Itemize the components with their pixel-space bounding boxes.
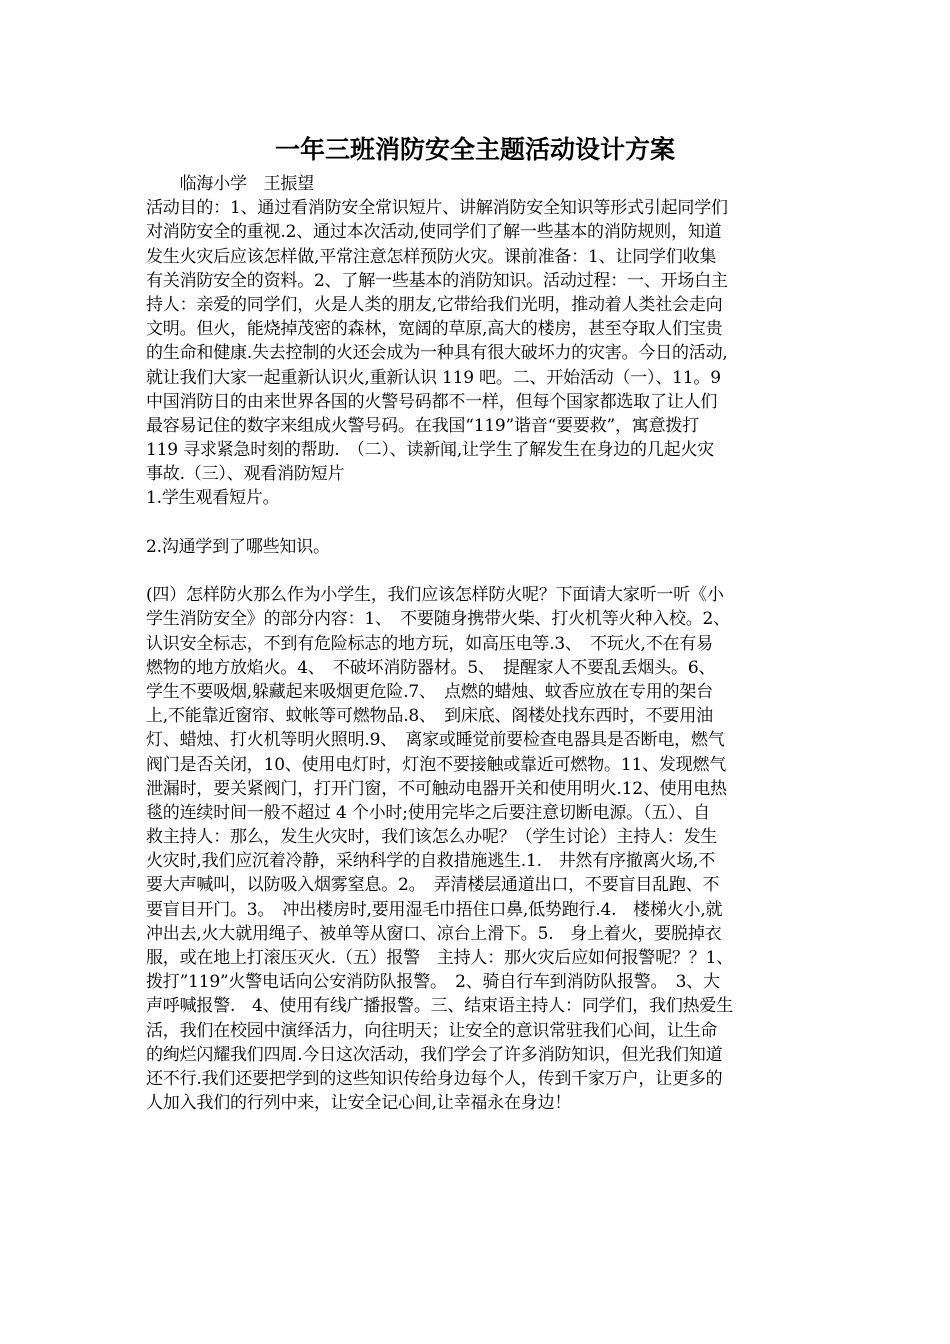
text-line: 学生不要吸烟,躲藏起来吸烟更危险.7、 点燃的蜡烛、蚊香应放在专用的架台 [146, 681, 713, 702]
text-line: 要盲目开门。3。 冲出楼房时,要用湿毛巾捂住口鼻,低势跑行.4. 楼梯火小,就 [146, 899, 723, 920]
text-line: 中国消防日的由来世界各国的火警号码都不一样，但每个国家都选取了让人们 [146, 391, 718, 412]
document-title: 一年三班消防安全主题活动设计方案 [274, 135, 675, 164]
text-line: 灯、蜡烛、打火机等明火照明.9、 离家或睡觉前要检查电器具是否断电，燃气 [146, 730, 725, 751]
text-line: 还不行.我们还要把学到的这些知识传给身边每个人，传到千家万户，让更多的 [146, 1068, 723, 1089]
text-line: 的绚烂闪耀我们四周.今日这次活动，我们学会了许多消防知识，但光我们知道 [146, 1044, 723, 1065]
text-line: 人加入我们的行列中来，让安全记心间,让幸福永在身边！ [146, 1093, 572, 1114]
document-body [146, 172, 818, 1115]
text-line: 事故.（三）、观看消防短片 [146, 464, 345, 485]
text-line: 发生火灾后应该怎样做,平常注意怎样预防火灾。课前准备：1、让同学们收集 [146, 246, 717, 267]
text-line: 燃物的地方放焰火。4、 不破坏消防器材。5、 提醒家人不要乱丢烟头。6、 [146, 657, 716, 678]
text-line: 的生命和健康.失去控制的火还会成为一种具有很大破坏力的灾害。今日的活动, [146, 343, 728, 364]
text-line: 火灾时,我们应沉着冷静，采纳科学的自救措施逃生.1. 井然有序撤离火场,不 [146, 851, 716, 872]
text-line: 认识安全标志，不到有危险标志的地方玩，如高压电等.3、 不玩火,不在有易 [146, 633, 713, 654]
text-line: 1.学生观看短片。 [146, 488, 280, 509]
text-line: 声呼喊报警. 4、使用有线广播报警。三、结束语主持人：同学们，我们热爱生 [146, 996, 734, 1017]
text-line: 学生消防安全》的部分内容：1、 不要随身携带火柴、打火机等火种入校。2、 [146, 609, 730, 630]
text-line: 就让我们大家一起重新认识火,重新认识 119 吧。二、开始活动（一）、11。9 [146, 367, 721, 388]
text-line: 要大声喊叫，以防吸入烟雾窒息。2。 弄清楼层通道出口，不要盲目乱跑、不 [146, 875, 720, 896]
text-line: 救主持人：那么，发生火灾时，我们该怎么办呢？（学生讨论）主持人：发生 [146, 827, 718, 848]
text-line: 毯的连续时间一般不超过 4 个小时;使用完毕之后要注意切断电源。（五）、自 [146, 802, 710, 823]
text-line: 119 寻求紧急时刻的帮助. （二）、读新闻,让学生了解发生在身边的几起火灾 [146, 440, 715, 461]
text-line: 有关消防安全的资料。2、了解一些基本的消防知识。活动过程：一、开场白主 [146, 270, 728, 291]
text-line: 活，我们在校园中演绎活力，向往明天；让安全的意识常驻我们心间，让生命 [146, 1020, 718, 1041]
blank-line [146, 559, 818, 583]
text-line: 持人：亲爱的同学们，火是人类的朋友,它带给我们光明，推动着人类社会走向 [146, 294, 723, 315]
text-line: 活动目的：1、通过看消防安全常识短片、讲解消防安全知识等形式引起同学们 [146, 198, 728, 219]
text-line: 服，或在地上打滚压灭火.（五）报警 主持人：那火灾后应如何报警呢？？1、 [146, 948, 734, 968]
text-line: 文明。但火，能烧掉茂密的森林，宽阔的草原,高大的楼房，甚至夺取人们宝贵 [146, 319, 723, 340]
text-line: 上,不能靠近窗帘、蚊帐等可燃物品.8、 到床底、阁楼处找东西时，不要用油 [146, 706, 713, 727]
text-line: 泄漏时，要关紧阀门，打开门窗，不可触动电器开关和使用明火.12、使用电热 [146, 778, 727, 799]
text-line: 对消防安全的重视.2、通过本次活动,使同学们了解一些基本的消防规则，知道 [146, 222, 722, 243]
blank-line [146, 511, 818, 535]
text-line: (四）怎样防火那么作为小学生，我们应该怎样防火呢？下面请大家听一听《小 [146, 585, 724, 606]
text-line: 冲出去,火大就用绳子、被单等从窗口、凉台上滑下。5. 身上着火，要脱掉衣 [146, 923, 722, 944]
text-line: 最容易记住的数字来组成火警号码。在我国“119”谐音“要要救”，寓意拨打 [146, 415, 700, 436]
text-line: 2.沟通学到了哪些知识。 [146, 536, 330, 557]
text-line: 阀门是否关闭，10、使用电灯时，灯泡不要接触或靠近可燃物。11、发现燃气 [146, 754, 727, 775]
text-line: 拨打”119”火警电话向公安消防队报警。 2、骑自行车到消防队报警。 3、大 [146, 972, 720, 993]
author-line: 临海小学 王振望 [146, 174, 314, 194]
